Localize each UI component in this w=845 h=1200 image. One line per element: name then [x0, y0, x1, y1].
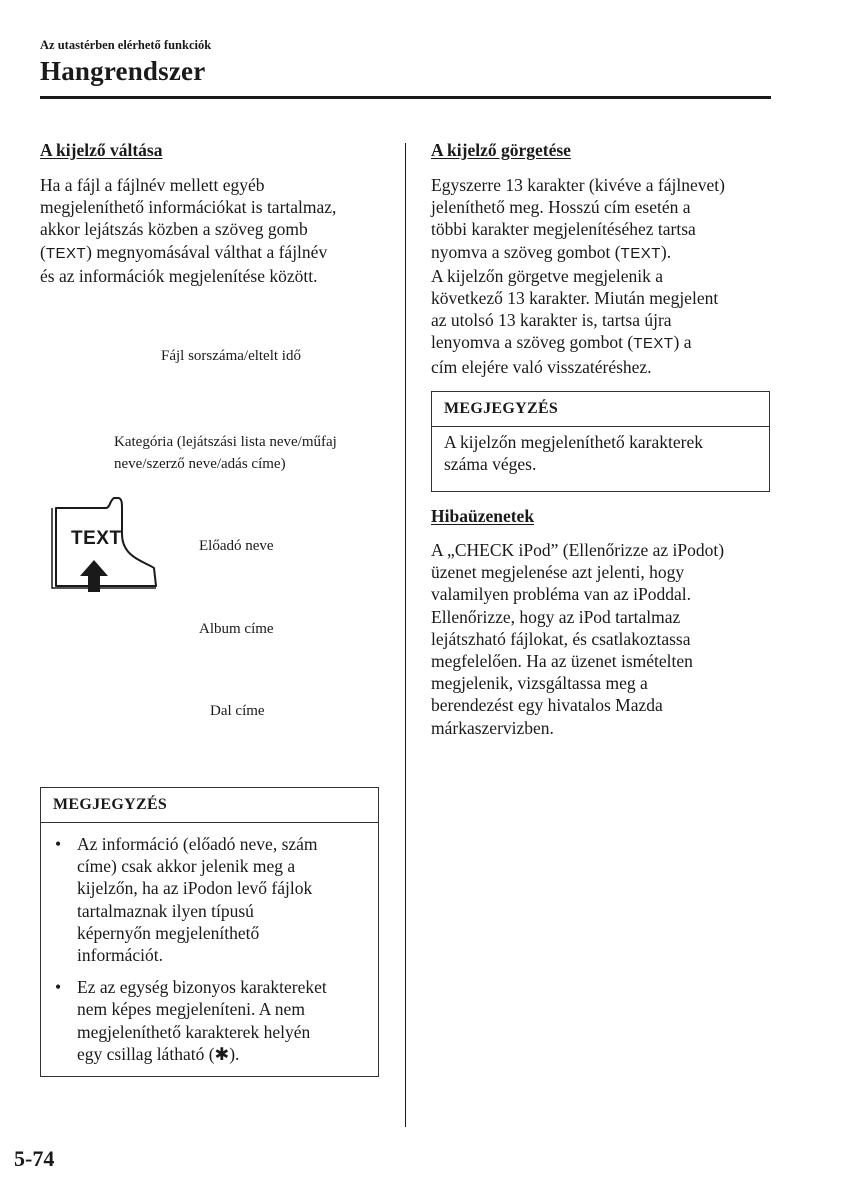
label-album: Album címe [199, 621, 274, 637]
text-line: információt. [77, 945, 164, 966]
note-bullet-item [53, 833, 366, 966]
text-line: nem képes megjeleníteni. A nem [77, 999, 305, 1020]
text-line [431, 241, 776, 265]
note-title: MEGJEGYZÉS [41, 788, 378, 823]
text-line: és az információk megjelenítése között. [40, 265, 318, 286]
text-line: az utolsó 13 karakter is, tartsa újra [431, 310, 672, 331]
text-line: valamilyen probléma van az iPoddal. [431, 584, 691, 605]
note-body [432, 427, 769, 485]
label-artist: Előadó neve [199, 538, 274, 554]
text-line: többi karakter megjelenítéséhez tartsa [431, 219, 696, 240]
note-title: MEGJEGYZÉS [432, 392, 769, 427]
text-key-label: TEXT [620, 244, 661, 262]
heading-display-scroll: A kijelző görgetése [431, 140, 571, 160]
text-line: megjeleníthető karakterek helyén [77, 1021, 311, 1042]
text-line: tartalmaznak ilyen típusú [77, 900, 254, 921]
text-line: képernyőn megjeleníthető [77, 922, 260, 943]
text-line: A kijelzőn görgetve megjelenik a [431, 265, 663, 286]
column-divider [405, 143, 406, 1127]
text-key-label: TEXT [633, 335, 674, 353]
text-fragment: ) megnyomásával válthat a fájlnév [86, 241, 328, 262]
text-line: A kijelzőn megjeleníthető karakterek [444, 432, 703, 452]
asterisk-icon: ✱ [214, 1044, 230, 1065]
text-fragment: ( [40, 241, 46, 262]
text-line: márkaszervizben. [431, 717, 554, 738]
text-fragment: nyomva a szöveg gombot ( [431, 241, 621, 262]
text-line: megfelelően. Ha az üzenet ismételten [431, 651, 693, 672]
bullet-icon: • [55, 977, 62, 998]
note-box-right [431, 391, 770, 492]
text-line: megjelenik, vizsgáltassa meg a [431, 673, 648, 694]
note-bullet-item [53, 976, 366, 1066]
bullet-icon: • [55, 834, 62, 854]
text-line [431, 331, 776, 355]
page-title: Hangrendszer [40, 56, 206, 86]
text-line: berendezést egy hivatalos Mazda [431, 695, 663, 716]
text-fragment: ). [229, 1043, 240, 1064]
text-line: Az információ (előadó neve, szám [77, 834, 318, 854]
text-line [40, 241, 400, 265]
label-category [114, 431, 337, 475]
text-line: kijelzőn, ha az iPodon levő fájlok [77, 878, 313, 899]
section-label: Az utastérben elérhető funkciók [40, 38, 212, 52]
text-line: jeleníthető meg. Hosszú cím esetén a [431, 197, 691, 218]
text-line: címe) csak akkor jelenik meg a [77, 856, 296, 877]
text-line: száma véges. [444, 454, 537, 475]
text-line: üzenet megjelenése azt jelenti, hogy [431, 562, 685, 583]
text-line [77, 1043, 366, 1066]
note-body [41, 823, 378, 1076]
callout-line: Kategória (lejátszási lista neve/műfaj [114, 434, 337, 450]
page-number: 5-74 [14, 1146, 55, 1171]
text-button-label: TEXT [71, 528, 122, 549]
text-key-label: TEXT [45, 244, 87, 262]
text-line: Ha a fájl a fájlnév mellett egyéb [40, 175, 265, 195]
error-messages-paragraph [431, 539, 776, 739]
text-line: A „CHECK iPod” (Ellenőrizze az iPodot) [431, 540, 725, 560]
text-fragment: ). [660, 241, 672, 262]
header-rule [40, 96, 771, 99]
heading-error-messages: Hibaüzenetek [431, 506, 535, 526]
text-line: cím elejére való visszatéréshez. [431, 356, 652, 377]
label-song: Dal címe [210, 703, 265, 719]
text-line: Ez az egység bizonyos karaktereket [77, 977, 327, 998]
text-line: megjeleníthető információkat is tartalmaz, [40, 197, 337, 218]
display-scroll-paragraph [431, 174, 776, 378]
text-fragment: egy csillag látható ( [77, 1043, 215, 1064]
callout-line: neve/szerző neve/adás címe) [114, 456, 286, 472]
text-line: Egyszerre 13 karakter (kivéve a fájlnevet) [431, 175, 725, 195]
display-switch-paragraph [40, 174, 400, 287]
text-fragment: lenyomva a szöveg gombot ( [431, 332, 634, 353]
text-fragment: ) a [673, 332, 692, 353]
text-line: Ellenőrizze, hogy az iPod tartalmaz [431, 606, 681, 627]
label-file-number: Fájl sorszáma/eltelt idő [161, 348, 301, 364]
text-line: akkor lejátszás közben a szöveg gomb [40, 219, 308, 240]
text-line: lejátszható fájlokat, és csatlakoztassa [431, 628, 691, 649]
note-box-left [40, 787, 379, 1077]
heading-display-switch: A kijelző váltása [40, 140, 163, 160]
text-line: következő 13 karakter. Miután megjelent [431, 288, 719, 309]
